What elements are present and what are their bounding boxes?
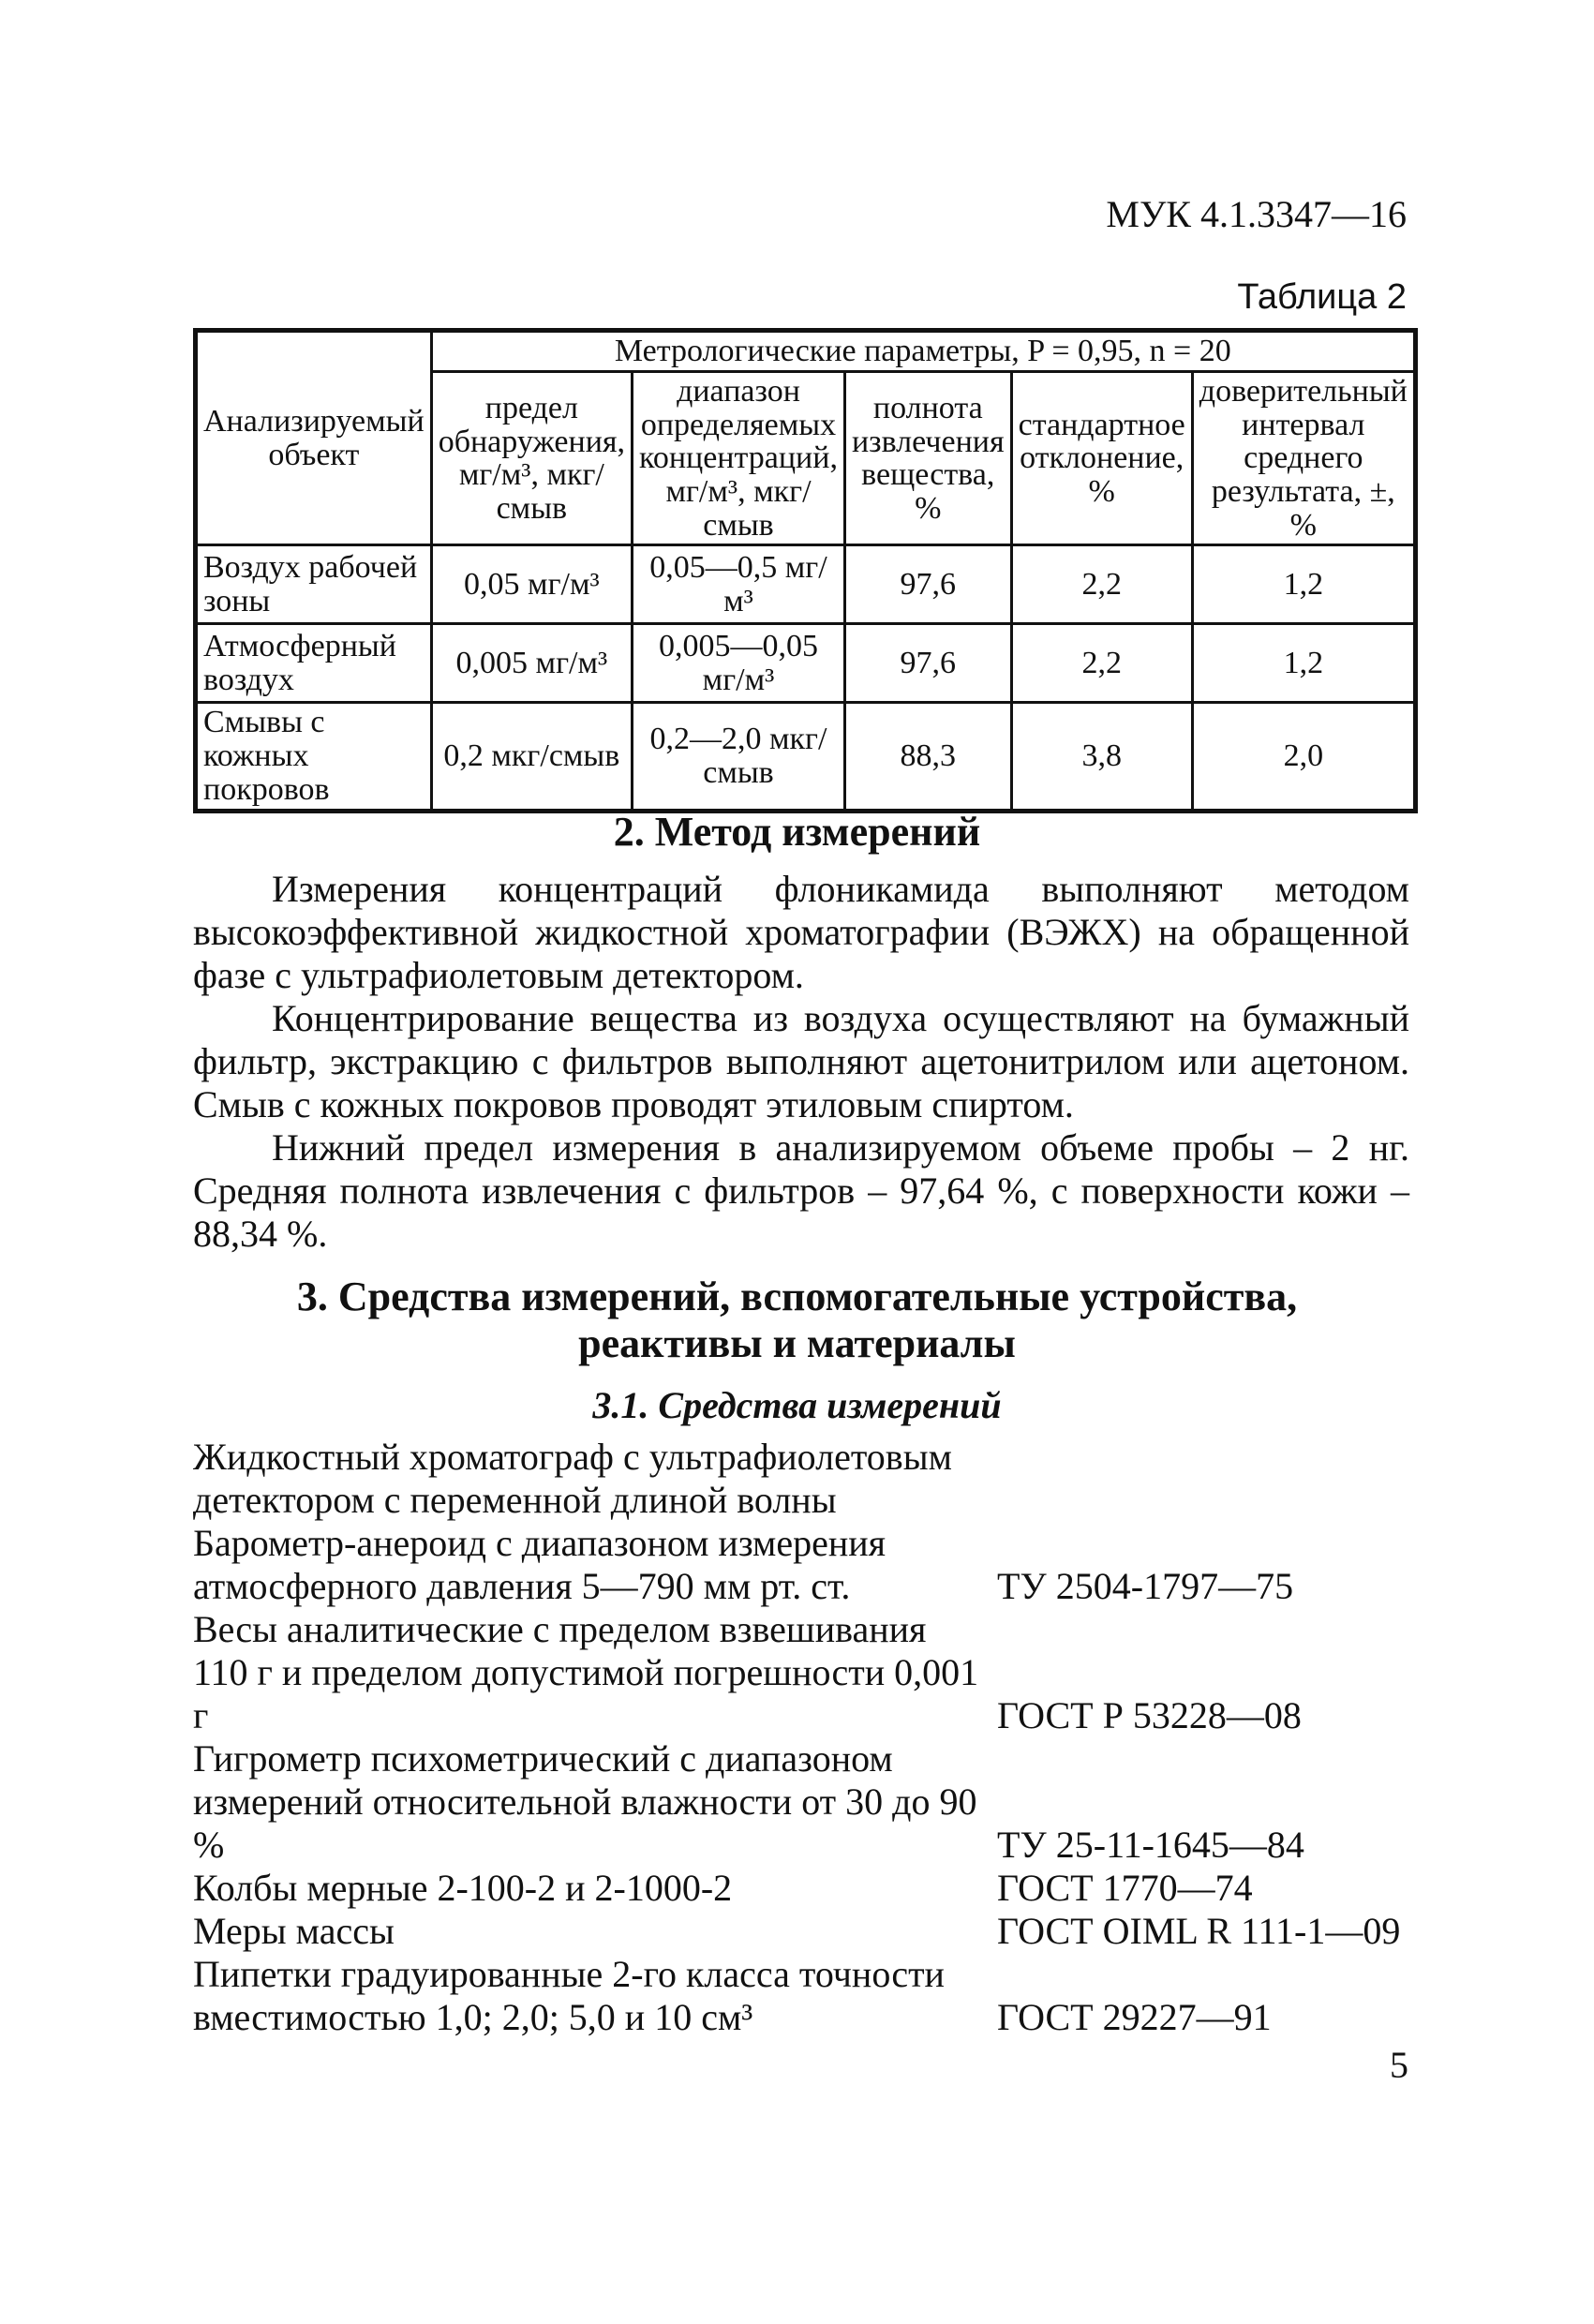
list-item [193,1867,1411,1910]
list-item [193,1737,1411,1867]
equipment-name: Барометр-анероид с диапазоном измерения атмосферного давления 5—790 мм рт. ст. [193,1522,886,1607]
equipment-standard: ГОСТ OIML R 111-1—09 [997,1910,1401,1952]
cell-recovery: 97,6 [844,545,1011,624]
equipment-standard: ГОСТ Р 53228—08 [997,1694,1302,1736]
cell-range: 0,005—0,05 мг/м³ [633,624,845,703]
cell-limit: 0,05 мг/м³ [431,545,632,624]
cell-ci: 1,2 [1192,545,1415,624]
cell-object: Смывы с кожных покровов [196,703,432,811]
list-item [193,1522,1411,1608]
section-2-paragraph: Концентрирование вещества из воздуха осуществляют на бумажный фильтр, экстракцию с фильтров выполняют ацетонитрилом или ацетоном. Смыв с кожных покровов проводят этиловым спиртом. [193,997,1409,1125]
list-item [193,1953,1411,2039]
cell-limit: 0,2 мкг/смыв [431,703,632,811]
cell-range: 0,05—0,5 мг/м³ [633,545,845,624]
page-number: 5 [1390,2044,1408,2086]
cell-limit: 0,005 мг/м³ [431,624,632,703]
section-2-title: 2. Метод измерений [613,809,981,855]
header-detection-limit: предел обнаружения, мг/м³, мкг/смыв [431,372,632,545]
section-2-paragraph: Измерения концентраций флоникамида выполняют методом высокоэффективной жидкостной хроматографии (ВЭЖХ) на обращенной фазе с ультрафиолетовым детектором. [193,868,1409,996]
equipment-list [193,1436,1411,2039]
equipment-name: Весы аналитические с пределом взвешивания 110 г и пределом допустимой погрешности 0,001 г [193,1608,979,1736]
header-range: диапазон определяемых концентраций, мг/м³, мкг/смыв [633,372,845,545]
section-3-title-line-1: 3. Средства измерений, вспомогательные устройства, [296,1274,1298,1319]
cell-object: Воздух рабочей зоны [196,545,432,624]
cell-sd: 2,2 [1011,545,1192,624]
header-object: Анализируемый объект [196,331,432,545]
header-confidence-interval: доверительный интервал среднего результата, ±, % [1192,372,1415,545]
equipment-name: Колбы мерные 2-100-2 и 2-1000-2 [193,1867,733,1909]
table-label: Таблица 2 [1237,277,1407,317]
table-row [196,703,1416,811]
equipment-standard: ГОСТ 1770—74 [997,1867,1253,1909]
equipment-standard: ТУ 2504-1797—75 [997,1565,1294,1607]
subsection-3-1-title: 3.1. Средства измерений [592,1384,1002,1426]
header-std-deviation: стандартное отклонение, % [1011,372,1192,545]
section-2-paragraph: Нижний предел измерения в анализируемом объеме пробы – 2 нг. Средняя полнота извлечения с фильтров – 97,64 %, с поверхности кожи – 88,34 %. [193,1126,1409,1255]
cell-range: 0,2—2,0 мкг/смыв [633,703,845,811]
cell-ci: 1,2 [1192,624,1415,703]
equipment-name: Гигрометр психометрический с диапазоном измерений относительной влажности от 30 до 90 % [193,1737,977,1866]
table-row [196,545,1416,624]
equipment-name: Пипетки градуированные 2-го класса точности вместимостью 1,0; 2,0; 5,0 и 10 см³ [193,1953,945,2038]
cell-sd: 2,2 [1011,624,1192,703]
header-metrology-group: Метрологические параметры, P = 0,95, n = 20 [431,331,1415,372]
cell-recovery: 88,3 [844,703,1011,811]
table-row [196,624,1416,703]
list-item [193,1910,1411,1953]
cell-object: Атмосферный воздух [196,624,432,703]
cell-sd: 3,8 [1011,703,1192,811]
equipment-name: Жидкостный хроматограф с ультрафиолетовым детектором с переменной длиной волны [193,1436,952,1521]
section-3-title-line-2: реактивы и материалы [578,1320,1016,1366]
cell-ci: 2,0 [1192,703,1415,811]
header-recovery: полнота извлечения вещества, % [844,372,1011,545]
equipment-name: Меры массы [193,1910,395,1952]
document-code: МУК 4.1.3347—16 [1106,193,1407,235]
cell-recovery: 97,6 [844,624,1011,703]
equipment-standard: ТУ 25-11-1645—84 [997,1824,1304,1866]
metrology-table [193,328,1418,813]
equipment-standard: ГОСТ 29227—91 [997,1996,1272,2038]
list-item [193,1608,1411,1737]
list-item [193,1436,1411,1522]
